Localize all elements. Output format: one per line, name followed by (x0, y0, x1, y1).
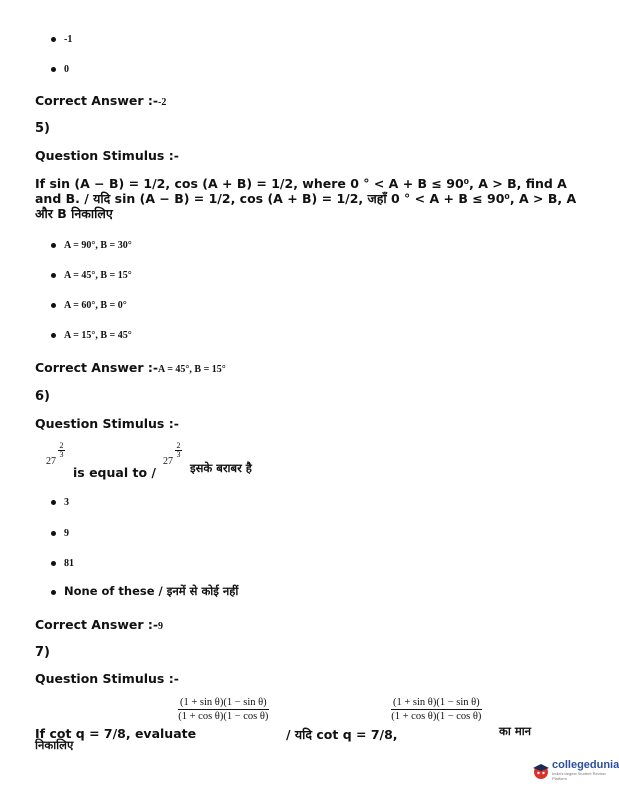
correct-answer-q4 (35, 90, 166, 109)
bullet-icon (51, 303, 56, 308)
power-expression (163, 442, 189, 470)
bullet-icon (51, 531, 56, 536)
power-base: 27 (46, 456, 56, 467)
option-q4-2: 0 (64, 64, 69, 75)
bullet-icon (51, 590, 56, 595)
fraction-expression (178, 697, 269, 722)
bullet-icon (51, 333, 56, 338)
correct-answer-value: -2 (158, 97, 167, 108)
question-stimulus-label: Question Stimulus :- (35, 416, 179, 431)
fraction-numerator: (1 + sin θ)(1 − sin θ) (180, 697, 267, 708)
question-7-text-mid: / यदि cot q = 7/8, (286, 727, 398, 742)
question-7-text-line2: निकालिए (35, 738, 74, 752)
option-q6-4: None of these / इनमें से कोई नहीं (64, 584, 239, 598)
stimulus-line: और B निकालिए (35, 206, 113, 221)
question-5-stimulus (35, 176, 595, 221)
bullet-icon (51, 37, 56, 42)
correct-answer-label: Correct Answer :- (35, 360, 159, 375)
exponent-denominator: 3 (176, 450, 181, 459)
correct-answer-label: Correct Answer :- (35, 617, 159, 632)
question-number-6: 6) (35, 389, 50, 404)
question-6-text-en: is equal to / (73, 465, 156, 480)
option-q6-2: 9 (64, 528, 69, 539)
question-number-7: 7) (35, 645, 50, 660)
correct-answer-label: Correct Answer :- (35, 93, 159, 108)
logo-name: collegedunia (552, 759, 619, 771)
option-q6-3: 81 (64, 558, 74, 569)
option-q5-4: A = 15°, B = 45° (64, 330, 132, 341)
bullet-icon (51, 273, 56, 278)
fraction-denominator: (1 + cos θ)(1 − cos θ) (178, 711, 269, 722)
fraction-expression (391, 697, 482, 722)
exponent-numerator: 2 (59, 441, 64, 450)
question-7-text-end: का मान (499, 724, 532, 738)
question-6-text-hi: इसके बराबर है (190, 461, 252, 475)
exponent-denominator: 3 (59, 450, 64, 459)
power-expression (46, 442, 72, 470)
question-7-text-en: If cot q = 7/8, evaluate (35, 726, 197, 741)
question-stimulus-label: Question Stimulus :- (35, 148, 179, 163)
bullet-icon (51, 243, 56, 248)
question-stimulus-label: Question Stimulus :- (35, 671, 179, 686)
stimulus-line: and B. / यदि sin (A − B) = 1/2, cos (A + B) = 1/2, जहाँ 0 ° < A + B ≤ 90⁰, A > B, A (35, 191, 577, 206)
bullet-icon (51, 67, 56, 72)
bullet-icon (51, 561, 56, 566)
bullet-icon (51, 500, 56, 505)
option-q4-1: -1 (64, 34, 73, 45)
correct-answer-q6 (35, 614, 163, 633)
fraction-numerator: (1 + sin θ)(1 − sin θ) (393, 697, 480, 708)
power-base: 27 (163, 456, 173, 467)
collegedunia-logo (532, 760, 619, 781)
option-q5-1: A = 90°, B = 30° (64, 240, 132, 251)
graduate-cap-icon (532, 762, 550, 780)
exponent-numerator: 2 (176, 441, 181, 450)
question-number-5: 5) (35, 121, 50, 136)
correct-answer-value: A = 45°, B = 15° (158, 364, 226, 375)
fraction-denominator: (1 + cos θ)(1 − cos θ) (391, 711, 482, 722)
correct-answer-value: 9 (158, 621, 164, 632)
option-q5-3: A = 60°, B = 0° (64, 300, 127, 311)
logo-tagline: India's largest Student Review Platform (552, 771, 606, 781)
option-q5-2: A = 45°, B = 15° (64, 270, 132, 281)
correct-answer-q5 (35, 357, 226, 376)
option-q6-1: 3 (64, 497, 69, 508)
stimulus-line: If sin (A − B) = 1/2, cos (A + B) = 1/2, where 0 ° < A + B ≤ 90⁰, A > B, find A (35, 176, 567, 191)
